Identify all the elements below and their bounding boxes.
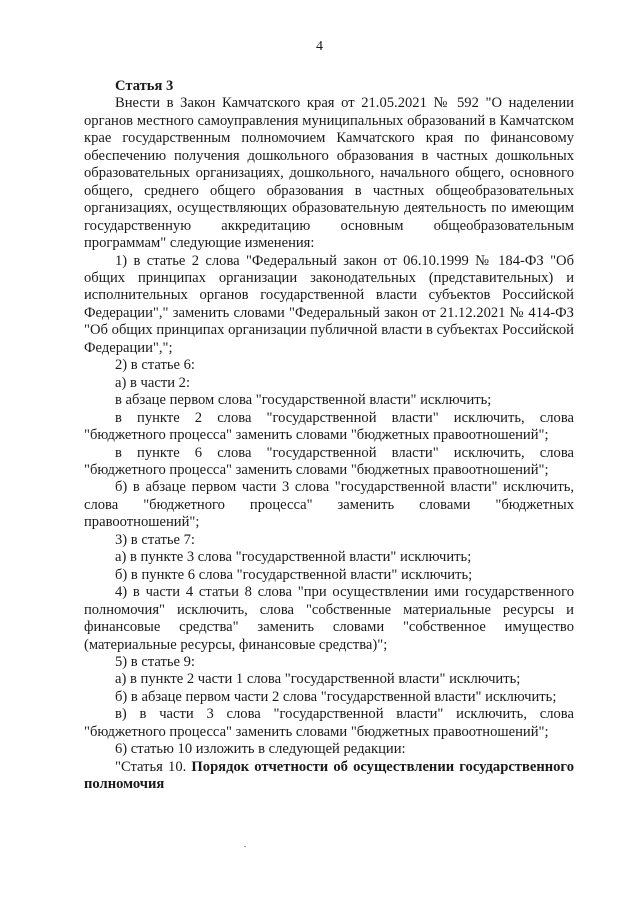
amendment-item-5: 5) в статье 9: (115, 653, 195, 670)
document-body (84, 78, 574, 794)
amendment-subitem-2b: б) в абзаце первом части 3 слова "государственной власти" исключить, слова "бюджетного процесса" заменить словами "бюджетных правоотношений"; (84, 479, 574, 531)
amendment-item-1: 1) в статье 2 слова "Федеральный закон от 06.10.1999 № 184-ФЗ "Об общих принципах организации законодательных (представительных) и исполнительных органов государственной власти субъектов Российской Федерации"," заменить словами "Федеральный закон от 21.12.2021 № 414-ФЗ "Об общих принципах организации публичной власти в субъектах Российской Федерации","; (84, 252, 574, 356)
amendment-subitem-3a: а) в пункте 3 слова "государственной власти" исключить; (115, 549, 472, 566)
amendment-subitem-3b: б) в пункте 6 слова "государственной власти" исключить; (115, 566, 473, 583)
amendment-item-4: 4) в части 4 статьи 8 слова "при осуществлении ими государственного полномочия" исключить, слова "собственные материальные ресурсы и финансовые средства" заменить словами "собственное имущество (материальные ресурсы, финансовые средства)"; (84, 584, 574, 653)
scan-speck (244, 846, 246, 847)
amendment-subitem-2a-point6: в пункте 6 слова "государственной власти" исключить, слова "бюджетного процесса" заменить словами "бюджетных правоотношений"; (84, 444, 574, 478)
amendment-item-6: 6) статью 10 изложить в следующей редакции: (115, 741, 406, 758)
quoted-article-prefix: "Статья 10. (115, 758, 192, 775)
amendment-item-2: 2) в статье 6: (115, 357, 195, 374)
amendment-subitem-5b: б) в абзаце первом части 2 слова "государственной власти" исключить; (115, 688, 557, 705)
amendment-subitem-2a-para1: в абзаце первом слова "государственной власти" исключить; (115, 392, 492, 409)
amendment-subitem-2a-point2: в пункте 2 слова "государственной власти" исключить, слова "бюджетного процесса" заменить словами "бюджетных правоотношений"; (84, 409, 574, 444)
article-intro: Внести в Закон Камчатского края от 21.05.2021 № 592 "О наделении органов местного самоуправления муниципальных образований в Камчатском крае государственным полномочием Камчатского края по финансовому обеспечению получения дошкольного образования в частных дошкольных образовательных организациях, дошкольного, начального общего, основного общего, среднего общего образования в частных общеобразовательных организациях, осуществляющих образовательную деятельность по имеющим государственную аккредитацию основным общеобразовательным программам" следующие изменения: (84, 95, 574, 252)
amendment-item-3: 3) в статье 7: (115, 531, 195, 548)
page-number: 4 (316, 39, 323, 54)
amendment-subitem-5a: а) в пункте 2 части 1 слова "государственной власти" исключить; (115, 671, 521, 688)
amendment-subitem-5c: в) в части 3 слова "государственной власти" исключить, слова "бюджетного процесса" заменить словами "бюджетных правоотношений"; (84, 706, 574, 740)
quoted-article-heading (84, 759, 574, 794)
quoted-article-title: Порядок отчетности об осуществлении государственного полномочия (84, 758, 574, 793)
article-heading: Статья 3 (115, 78, 174, 94)
amendment-subitem-2a: а) в части 2: (115, 374, 191, 391)
